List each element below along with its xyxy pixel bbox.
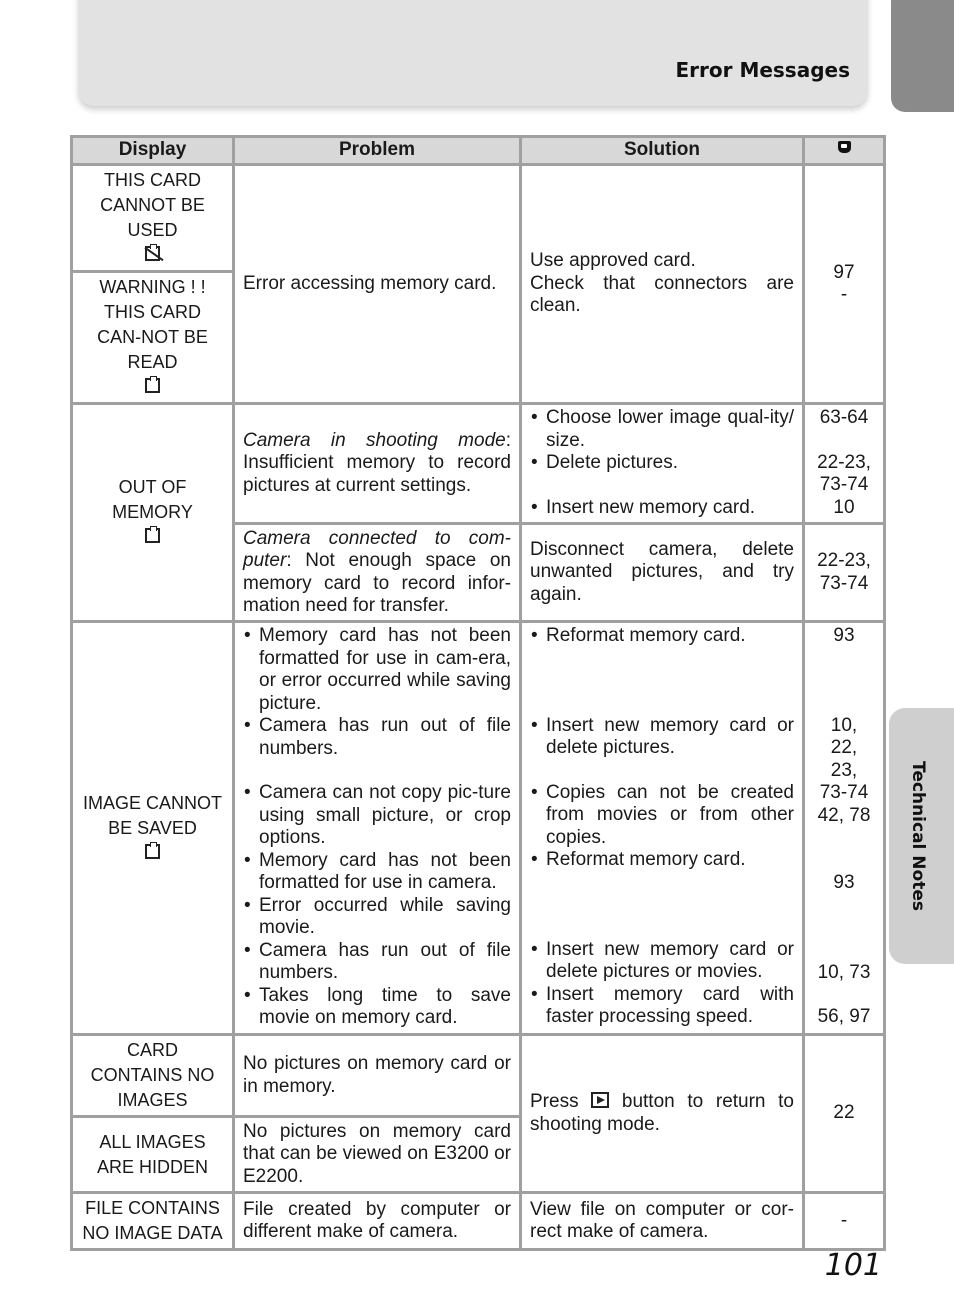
page-cell bbox=[804, 622, 885, 1035]
solution-item: • Reformat memory card. bbox=[530, 849, 794, 872]
problem-item: • Takes long time to save movie on memory card. bbox=[243, 985, 511, 1030]
solution-line: Use approved card. bbox=[530, 250, 696, 272]
solution-item: • Reformat memory card. bbox=[530, 625, 794, 648]
solution-cell bbox=[521, 165, 804, 404]
display-cell: CARD CONTAINS NO IMAGES bbox=[72, 1035, 234, 1117]
problem-cell bbox=[234, 404, 521, 524]
problem-item: • Camera can not copy pic-ture using small picture, or crop options. bbox=[243, 782, 511, 850]
page-cell bbox=[804, 165, 885, 404]
section-title: Error Messages bbox=[675, 58, 850, 82]
solution-item: • Insert new memory card or delete pictures or movies. bbox=[530, 939, 794, 984]
problem-cell bbox=[234, 524, 521, 622]
solution-line: Check that connectors are clean. bbox=[530, 272, 794, 317]
page-ref: 97 bbox=[833, 261, 855, 283]
memory-card-icon bbox=[145, 528, 160, 543]
problem-item: • Camera has run out of file numbers. bbox=[243, 715, 511, 760]
page-cell: 22 bbox=[804, 1035, 885, 1193]
page-ref: 10 bbox=[833, 496, 855, 518]
error-messages-table bbox=[70, 135, 886, 1251]
page-ref: 93 bbox=[833, 872, 855, 893]
table-row bbox=[72, 404, 885, 524]
problem-mode: Camera in shooting mode bbox=[243, 429, 506, 451]
page-ref: - bbox=[840, 284, 848, 305]
solution-item: • Choose lower image qual-ity/ size. bbox=[530, 407, 794, 452]
page-ref: 10, 22, 23, 73-74 bbox=[819, 714, 869, 803]
table-row bbox=[72, 165, 885, 272]
solution-cell bbox=[521, 622, 804, 1035]
display-cell: FILE CONTAINS NO IMAGE DATA bbox=[72, 1193, 234, 1250]
page-reference-icon bbox=[837, 139, 852, 155]
display-cell bbox=[72, 272, 234, 404]
page-cell: - bbox=[804, 1193, 885, 1250]
problem-cell: File created by computer or different make of camera. bbox=[234, 1193, 521, 1250]
side-tab-label: Technical Notes bbox=[908, 761, 928, 911]
column-header-solution: Solution bbox=[521, 137, 804, 165]
page-ref: 22-23, 73-74 bbox=[817, 451, 871, 495]
solution-text: Press bbox=[530, 1091, 579, 1112]
solution-item: • Copies can not be created from movies or from other copies. bbox=[530, 782, 794, 850]
page-ref: 42, 78 bbox=[817, 804, 871, 826]
page-ref: 63-64 bbox=[819, 407, 869, 428]
solution-item: • Insert memory card with faster processing speed. bbox=[530, 984, 794, 1029]
problem-cell bbox=[234, 622, 521, 1035]
column-header-reference bbox=[804, 137, 885, 165]
solution-item: • Delete pictures. bbox=[530, 452, 794, 475]
page-ref: 56, 97 bbox=[817, 1006, 871, 1027]
table-row bbox=[72, 1035, 885, 1117]
thumb-tab-top bbox=[891, 0, 954, 112]
page-ref: 93 bbox=[833, 625, 855, 646]
solution-cell bbox=[521, 404, 804, 524]
display-cell bbox=[72, 165, 234, 272]
problem-cell: No pictures on memory card that can be viewed on E3200 or E2200. bbox=[234, 1117, 521, 1193]
display-cell bbox=[72, 622, 234, 1035]
problem-mode: Camera connected to com-puter bbox=[243, 527, 511, 571]
solution-cell bbox=[521, 1035, 804, 1193]
display-message: OUT OF MEMORY bbox=[112, 477, 193, 522]
problem-text: : Insufficient memory to record pictures at current settings. bbox=[243, 429, 511, 496]
solution-item: • Insert new memory card. bbox=[530, 497, 794, 520]
solution-cell: View file on computer or cor-rect make of camera. bbox=[521, 1193, 804, 1250]
column-header-display: Display bbox=[72, 137, 234, 165]
page-cell bbox=[804, 404, 885, 524]
table-row bbox=[72, 622, 885, 1035]
problem-text: : Not enough space on memory card to record infor-mation need for transfer. bbox=[243, 550, 511, 616]
problem-item: • Error occurred while saving movie. bbox=[243, 895, 511, 940]
display-message: WARNING ! ! THIS CARD CAN-NOT BE READ bbox=[97, 277, 208, 372]
display-cell: ALL IMAGES ARE HIDDEN bbox=[72, 1117, 234, 1193]
column-header-problem: Problem bbox=[234, 137, 521, 165]
page-ref: 10, 73 bbox=[817, 961, 871, 983]
page-cell: 22-23, 73-74 bbox=[804, 524, 885, 622]
problem-cell: No pictures on memory card or in memory. bbox=[234, 1035, 521, 1117]
problem-item: • Camera has run out of file numbers. bbox=[243, 940, 511, 985]
table-header-row bbox=[72, 137, 885, 165]
display-message: IMAGE CANNOT BE SAVED bbox=[82, 792, 222, 838]
memory-card-icon bbox=[145, 844, 160, 859]
card-unusable-icon bbox=[145, 246, 160, 261]
memory-card-icon bbox=[145, 378, 160, 393]
problem-item: • Memory card has not been formatted for use in cam-era, or error occurred while saving picture. bbox=[243, 625, 511, 715]
display-message: THIS CARD CANNOT BE USED bbox=[100, 170, 205, 240]
problem-item: • Memory card has not been formatted for use in camera. bbox=[243, 850, 511, 895]
table-row bbox=[72, 1193, 885, 1250]
problem-cell: Error accessing memory card. bbox=[234, 165, 521, 404]
page-number: 101 bbox=[824, 1248, 882, 1283]
display-cell bbox=[72, 404, 234, 622]
solution-cell: Disconnect camera, delete unwanted pictures, and try again. bbox=[521, 524, 804, 622]
playback-button-icon bbox=[591, 1092, 609, 1108]
header-banner bbox=[78, 0, 868, 106]
solution-text: button to return to shooting mode. bbox=[530, 1091, 794, 1135]
solution-item: • Insert new memory card or delete pictures. bbox=[530, 715, 794, 760]
